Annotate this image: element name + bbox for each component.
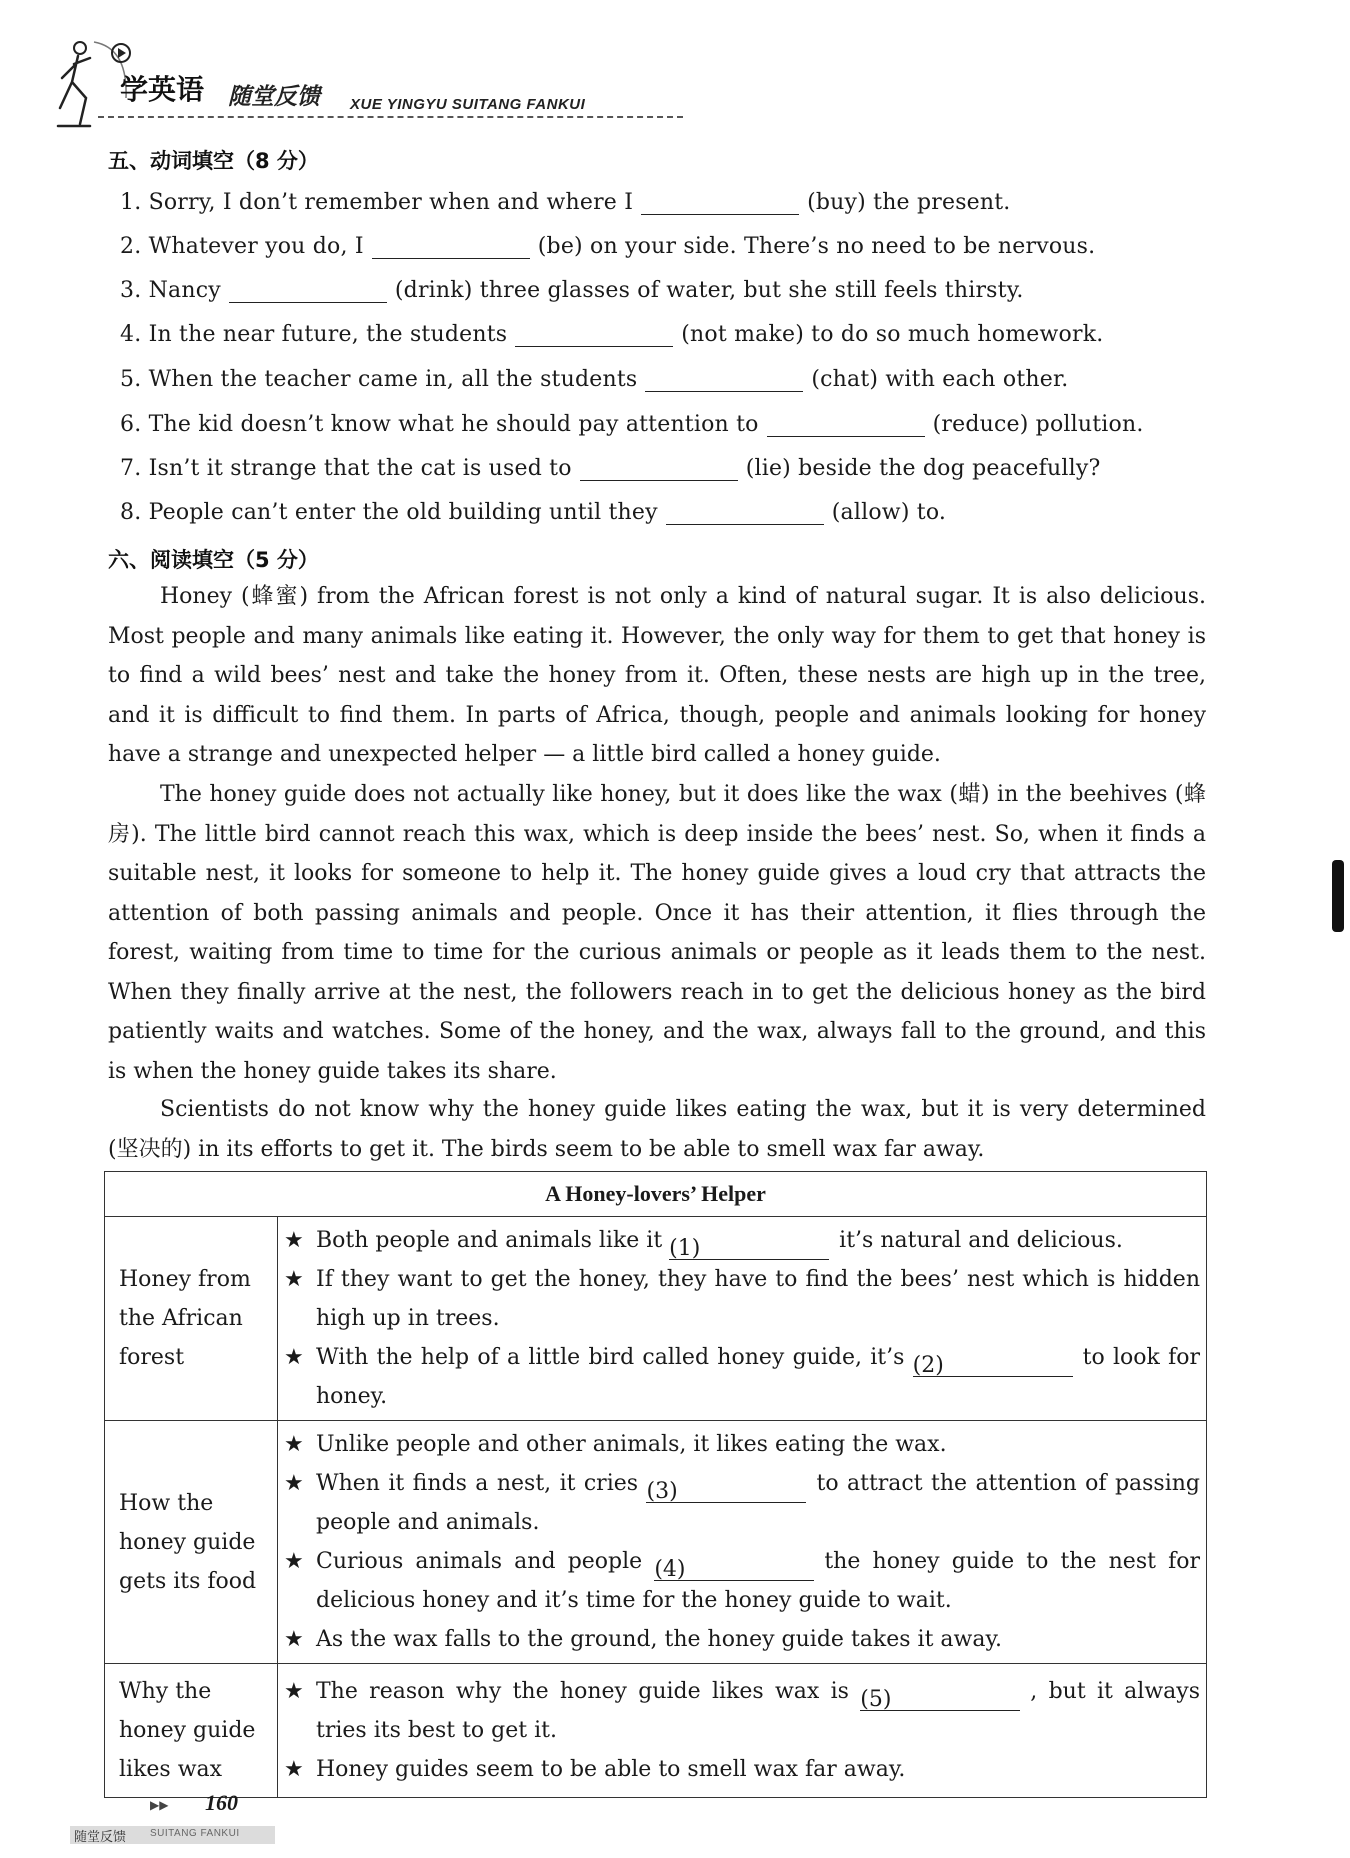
page-number: 160 bbox=[205, 1790, 238, 1815]
table-item bbox=[284, 1338, 1200, 1416]
table-item bbox=[284, 1750, 1200, 1789]
question-hint: (chat) with each other. bbox=[811, 367, 1069, 392]
question-text: 2. Whatever you do, I bbox=[120, 234, 364, 259]
item-text: Unlike people and other animals, it likes eating the wax. bbox=[316, 1432, 947, 1457]
item-text: to attract the attention of passing people and animals. bbox=[316, 1471, 1201, 1535]
table-item bbox=[284, 1620, 1200, 1659]
item-text: Curious animals and people bbox=[316, 1549, 643, 1574]
answer-blank[interactable] bbox=[645, 369, 803, 392]
footer-bar bbox=[70, 1826, 275, 1844]
header-pinyin: XUE YINGYU SUITANG FANKUI bbox=[350, 96, 586, 113]
item-text: to look for honey. bbox=[316, 1345, 1200, 1409]
page-header bbox=[50, 38, 650, 128]
table-item bbox=[284, 1221, 1200, 1260]
star-icon: ★ bbox=[284, 1471, 304, 1496]
question-line bbox=[120, 278, 1024, 303]
blank-number: (1) bbox=[669, 1236, 701, 1261]
scan-mark bbox=[1332, 860, 1344, 932]
table-row-items bbox=[278, 1217, 1207, 1421]
question-text: 5. When the teacher came in, all the students bbox=[120, 367, 638, 392]
footer-pinyin: SUITANG FANKUI bbox=[150, 1828, 240, 1839]
footer-arrows-icon: ▶▶ bbox=[150, 1798, 169, 1812]
answer-blank[interactable] bbox=[372, 236, 530, 259]
item-text: As the wax falls to the ground, the honey guide takes it away. bbox=[316, 1627, 1002, 1652]
question-hint: (buy) the present. bbox=[807, 190, 1011, 215]
star-icon: ★ bbox=[284, 1345, 304, 1370]
table-item bbox=[284, 1672, 1200, 1750]
section5-title: 五、动词填空（8 分） bbox=[108, 149, 319, 173]
blank-number: (5) bbox=[860, 1687, 892, 1712]
item-text: it’s natural and delicious. bbox=[839, 1228, 1123, 1253]
item-text: The reason why the honey guide likes wax is bbox=[316, 1679, 849, 1704]
item-text: Both people and animals like it bbox=[316, 1228, 663, 1253]
table-row-items bbox=[278, 1421, 1207, 1664]
question-line bbox=[120, 234, 1095, 259]
question-text: 1. Sorry, I don’t remember when and where I bbox=[120, 190, 634, 215]
star-icon: ★ bbox=[284, 1432, 304, 1457]
answer-blank[interactable] bbox=[913, 1346, 1073, 1377]
section6-title: 六、阅读填空（5 分） bbox=[108, 548, 319, 572]
table-item bbox=[284, 1542, 1200, 1620]
blank-number: (2) bbox=[912, 1353, 944, 1378]
star-icon: ★ bbox=[284, 1549, 304, 1574]
table-heading: A Honey-lovers’ Helper bbox=[105, 1172, 1207, 1217]
reading-paragraph-2: The honey guide does not actually like honey, but it does like the wax (蜡) in the beehives (蜂房). The little bird cannot reach this wax, which is deep inside the bees’ nest. So, when it finds a suitable nest, it looks for someone to help it. The honey guide gives a loud cry that attracts the attention of both passing animals and people. Once it has their attention, it flies through the forest, waiting from time to time for the curious animals or people as it leads them to the nest. When they finally arrive at the nest, the followers reach in to get the delicious honey as the bird patiently waits and watches. Some of the honey, and the wax, always fall to the ground, and this is when the honey guide takes its share. bbox=[108, 782, 1206, 1084]
item-text: With the help of a little bird called honey guide, it’s bbox=[316, 1345, 905, 1370]
answer-blank[interactable] bbox=[515, 324, 673, 347]
item-text: , but it always tries its best to get it. bbox=[316, 1679, 1200, 1743]
blank-number: (4) bbox=[654, 1557, 686, 1582]
star-icon: ★ bbox=[284, 1228, 304, 1253]
question-hint: (reduce) pollution. bbox=[932, 412, 1144, 437]
question-text: 7. Isn’t it strange that the cat is used to bbox=[120, 456, 572, 481]
table-row-label: Why the honey guide likes wax bbox=[105, 1664, 278, 1798]
table-row-items bbox=[278, 1664, 1207, 1798]
answer-blank[interactable] bbox=[580, 458, 738, 481]
question-line bbox=[120, 500, 946, 525]
table-item bbox=[284, 1425, 1200, 1464]
table-item bbox=[284, 1260, 1200, 1338]
question-line bbox=[120, 190, 1011, 215]
table-item bbox=[284, 1464, 1200, 1542]
summary-table bbox=[104, 1171, 1207, 1798]
question-hint: (allow) to. bbox=[831, 500, 947, 525]
question-text: 6. The kid doesn’t know what he should pay attention to bbox=[120, 412, 759, 437]
question-text: 4. In the near future, the students bbox=[120, 322, 508, 347]
answer-blank[interactable] bbox=[641, 192, 799, 215]
answer-blank[interactable] bbox=[669, 1229, 829, 1260]
answer-blank[interactable] bbox=[229, 280, 387, 303]
star-icon: ★ bbox=[284, 1679, 304, 1704]
question-hint: (be) on your side. There’s no need to be nervous. bbox=[537, 234, 1096, 259]
item-text: the honey guide to the nest for delicious honey and it’s time for the honey guide to wait. bbox=[316, 1549, 1201, 1613]
item-text: If they want to get the honey, they have to find the bees’ nest which is hidden high up in trees. bbox=[316, 1267, 1200, 1331]
star-icon: ★ bbox=[284, 1267, 304, 1292]
question-text: 3. Nancy bbox=[120, 278, 221, 303]
table-row-label: Honey from the African forest bbox=[105, 1217, 278, 1421]
answer-blank[interactable] bbox=[666, 502, 824, 525]
question-line bbox=[120, 322, 1103, 347]
answer-blank[interactable] bbox=[860, 1680, 1020, 1711]
star-icon: ★ bbox=[284, 1627, 304, 1652]
question-text: 8. People can’t enter the old building until they bbox=[120, 500, 658, 525]
play-icon bbox=[110, 42, 132, 64]
header-title: 学英语 bbox=[120, 73, 205, 106]
item-text: Honey guides seem to be able to smell wax far away. bbox=[316, 1757, 906, 1782]
question-hint: (drink) three glasses of water, but she still feels thirsty. bbox=[394, 278, 1024, 303]
question-line bbox=[120, 456, 1100, 481]
star-icon: ★ bbox=[284, 1757, 304, 1782]
question-line bbox=[120, 367, 1068, 392]
reading-paragraph-1: Honey (蜂蜜) from the African forest is not only a kind of natural sugar. It is also delicious. Most people and many animals like eating it. However, the only way for them to get that honey is to find a wild bees’ nest and take the honey from it. Often, these nests are high up in the tree, and it is difficult to find them. In parts of Africa, though, people and animals looking for honey have a strange and unexpected helper — a little bird called a honey guide. bbox=[108, 584, 1206, 767]
answer-blank[interactable] bbox=[767, 414, 925, 437]
answer-blank[interactable] bbox=[654, 1550, 814, 1581]
item-text: When it finds a nest, it cries bbox=[316, 1471, 639, 1496]
answer-blank[interactable] bbox=[646, 1472, 806, 1503]
question-hint: (not make) to do so much homework. bbox=[681, 322, 1104, 347]
table-row-label: How the honey guide gets its food bbox=[105, 1421, 278, 1664]
header-dashed-line bbox=[98, 116, 683, 118]
question-line bbox=[120, 412, 1144, 437]
header-subtitle: 随堂反馈 bbox=[228, 84, 320, 110]
footer-label: 随堂反馈 bbox=[74, 1830, 127, 1845]
blank-number: (3) bbox=[646, 1479, 678, 1504]
question-hint: (lie) beside the dog peacefully? bbox=[745, 456, 1101, 481]
reading-paragraph-3: Scientists do not know why the honey guide likes eating the wax, but it is very determined (坚决的) in its efforts to get it. The birds seem to be able to smell wax far away. bbox=[108, 1097, 1206, 1162]
